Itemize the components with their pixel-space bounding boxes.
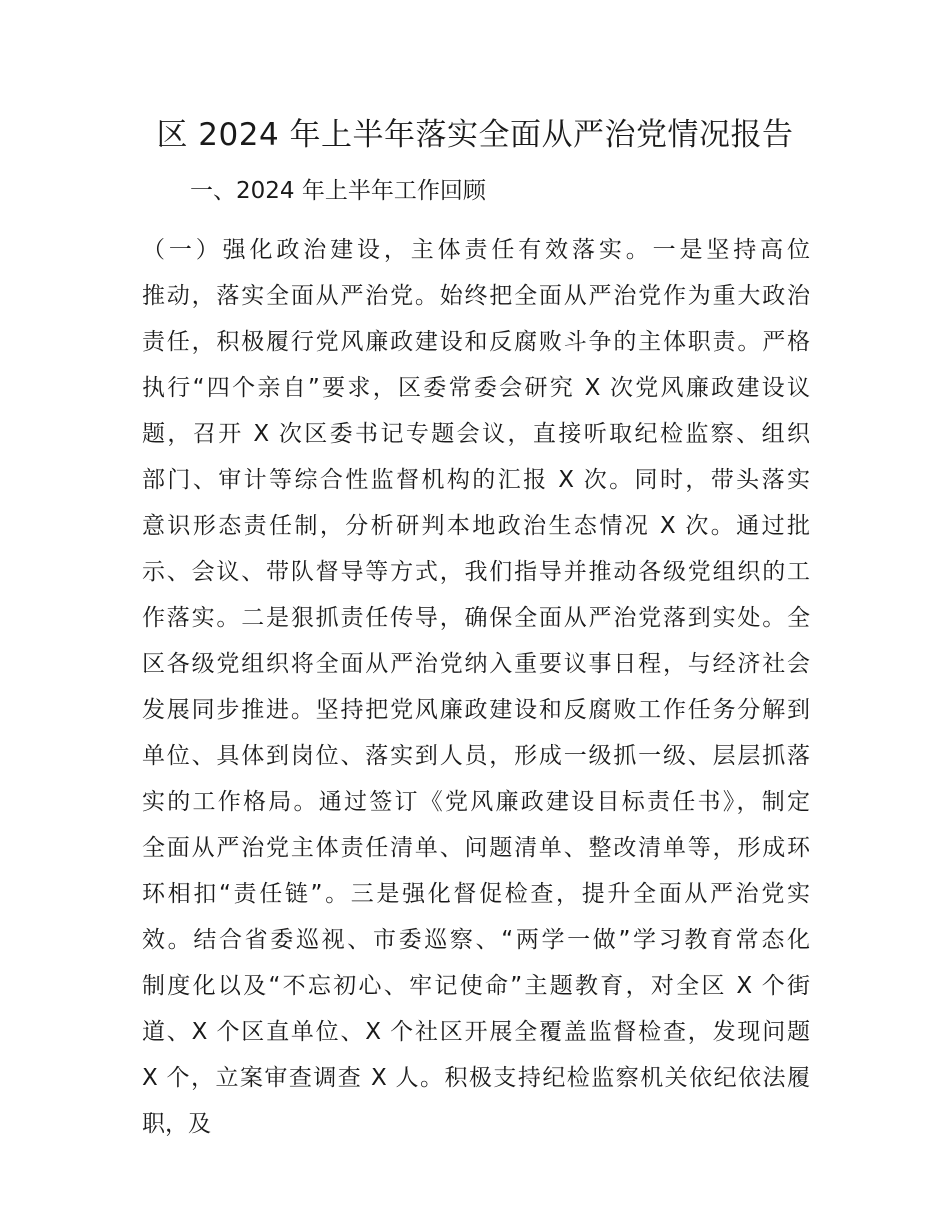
paragraph-line: 发展同步推进。坚持把党风廉政建设和反腐败工作任务分解到 [142, 697, 810, 723]
document-title: 区 2024 年上半年落实全面从严治党情况报告 [156, 117, 794, 153]
paragraph-body [142, 227, 810, 1147]
paragraph-line: 区各级党组织将全面从严治党纳入重要议事日程，与经济社会 [142, 651, 810, 677]
paragraph-line: 单位、具体到岗位、落实到人员，形成一级抓一级、层层抓落 [142, 743, 810, 769]
paragraph-line: （一）强化政治建设，主体责任有效落实。一是坚持高位 [142, 237, 810, 263]
paragraph-line: X 个，立案审查调查 X 人。积极支持纪检监察机关依纪依法履 [142, 1065, 810, 1091]
paragraph-line: 实的工作格局。通过签订《党风廉政建设目标责任书》，制定 [142, 789, 810, 815]
paragraph-line: 执行“四个亲自”要求，区委常委会研究 X 次党风廉政建设议 [142, 375, 810, 401]
paragraph-line: 全面从严治党主体责任清单、问题清单、整改清单等，形成环 [142, 835, 810, 861]
paragraph-line: 推动，落实全面从严治党。始终把全面从严治党作为重大政治 [142, 283, 810, 309]
paragraph-line: 作落实。二是狠抓责任传导，确保全面从严治党落到实处。全 [142, 605, 810, 631]
paragraph-line: 题，召开 X 次区委书记专题会议，直接听取纪检监察、组织 [142, 421, 810, 447]
paragraph-line: 示、会议、带队督导等方式，我们指导并推动各级党组织的工 [142, 559, 810, 585]
paragraph-line: 制度化以及“不忘初心、牢记使命”主题教育，对全区 X 个街 [142, 973, 810, 999]
paragraph-line: 意识形态责任制，分析研判本地政治生态情况 X 次。通过批 [142, 513, 810, 539]
paragraph-line: 部门、审计等综合性监督机构的汇报 X 次。同时，带头落实 [142, 467, 810, 493]
section-heading: 一、2024 年上半年工作回顾 [190, 178, 486, 204]
paragraph-line: 道、X 个区直单位、X 个社区开展全覆盖监督检查，发现问题 [142, 1019, 810, 1045]
paragraph-line: 环相扣“责任链”。三是强化督促检查，提升全面从严治党实 [142, 881, 810, 907]
paragraph-line: 职，及 [142, 1111, 211, 1137]
paragraph-line: 责任，积极履行党风廉政建设和反腐败斗争的主体职责。严格 [142, 329, 810, 355]
paragraph-line: 效。结合省委巡视、市委巡察、“两学一做”学习教育常态化 [142, 927, 810, 953]
